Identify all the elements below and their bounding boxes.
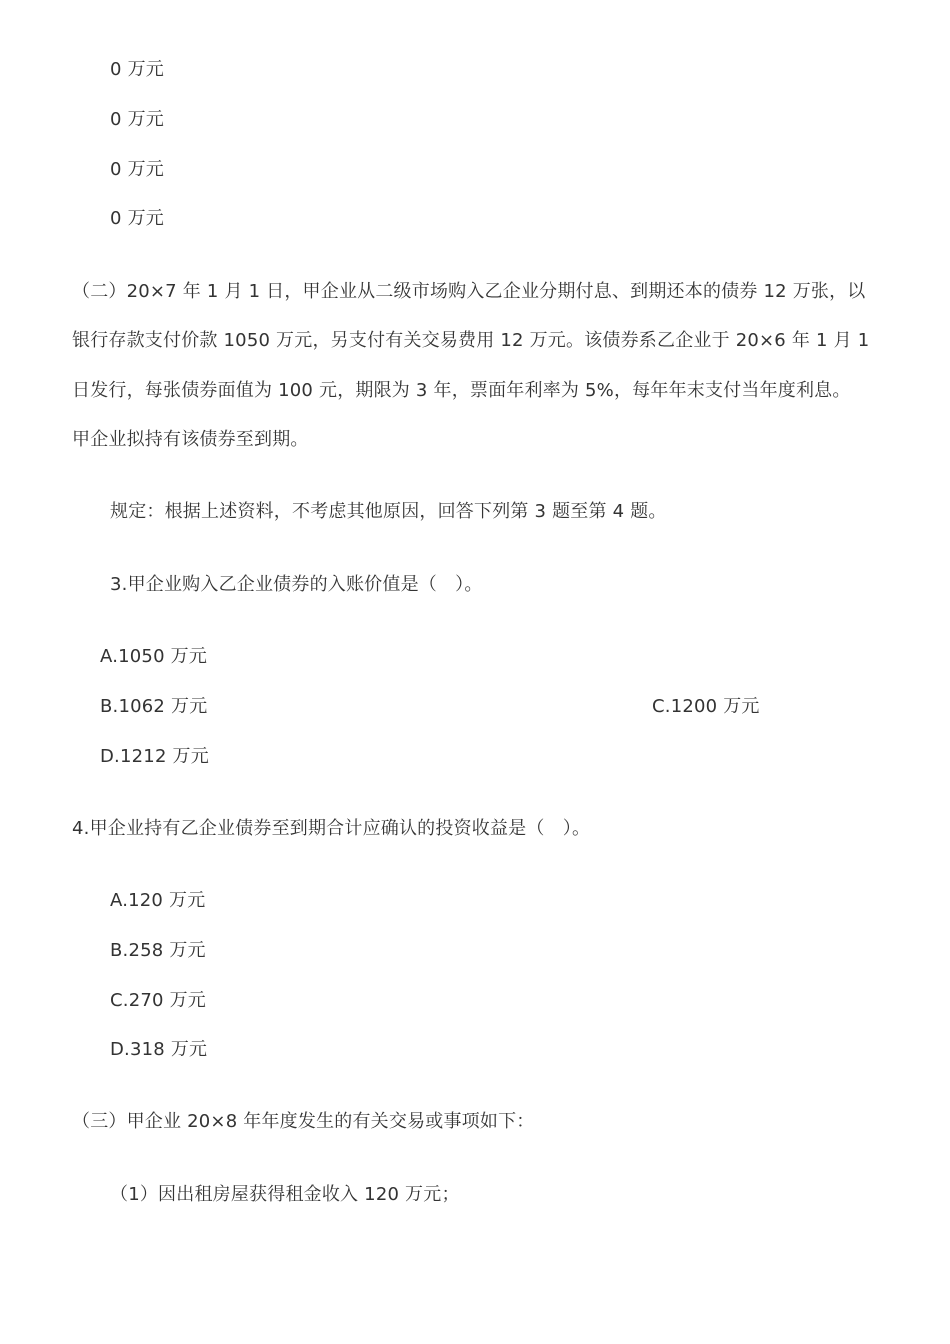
question-3-option-b: B.1062 万元 (100, 696, 208, 717)
question-4-stem: 4.甲企业持有乙企业债券至到期合计应确认的投资收益是（ ）。 (72, 818, 591, 839)
question-4-option-d: D.318 万元 (110, 1039, 208, 1060)
section2-paragraph-line: 日发行，每张债券面值为 100 元，期限为 3 年，票面年利率为 5%，每年年末支付当年度利息。 (72, 380, 851, 401)
question-4-option-a: A.120 万元 (110, 890, 206, 911)
question-3-option-a: A.1050 万元 (100, 646, 208, 667)
question-3-stem: 3.甲企业购入乙企业债券的入账价值是（ ）。 (110, 574, 483, 595)
question-3-option-d: D.1212 万元 (100, 746, 209, 767)
question-4-option-c: C.270 万元 (110, 990, 206, 1011)
section2-paragraph-line: （二）20×7 年 1 月 1 日，甲企业从二级市场购入乙企业分期付息、到期还本的债券 12 万张，以 (72, 281, 866, 302)
question-3-option-c: C.1200 万元 (652, 696, 760, 717)
option-line: 0 万元 (110, 159, 164, 180)
section2-paragraph-line: 甲企业拟持有该债券至到期。 (72, 429, 309, 450)
option-line: 0 万元 (110, 208, 164, 229)
question-4-option-b: B.258 万元 (110, 940, 206, 961)
section2-paragraph-line: 银行存款支付价款 1050 万元，另支付有关交易费用 12 万元。该债券系乙企业于 20×6 年 1 月 1 (72, 330, 870, 351)
instruction-text: 规定：根据上述资料，不考虑其他原因，回答下列第 3 题至第 4 题。 (110, 501, 667, 522)
option-line: 0 万元 (110, 59, 164, 80)
section3-item-1: （1）因出租房屋获得租金收入 120 万元； (110, 1184, 460, 1205)
option-line: 0 万元 (110, 109, 164, 130)
section3-heading: （三）甲企业 20×8 年年度发生的有关交易或事项如下： (72, 1111, 535, 1132)
